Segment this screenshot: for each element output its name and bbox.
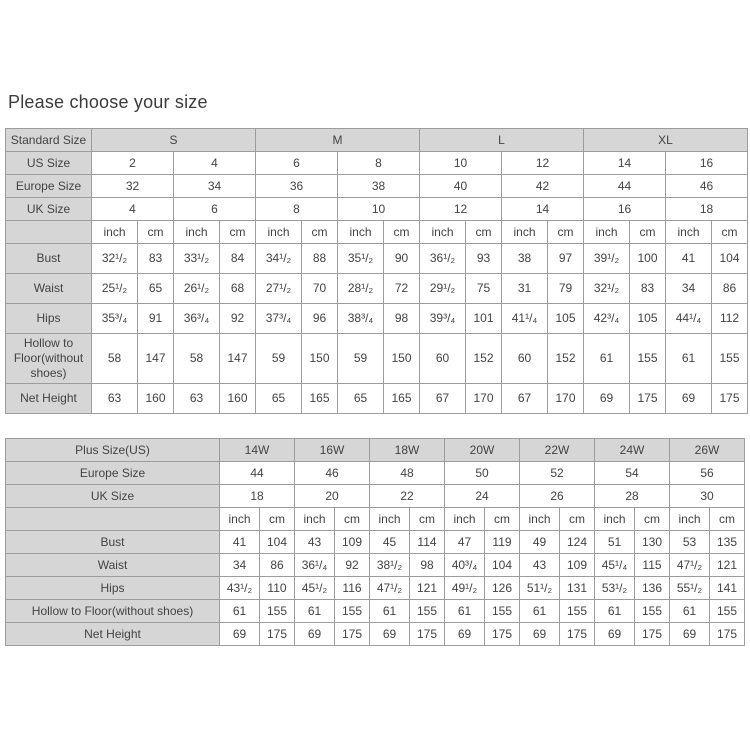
size-value-cell: 28 xyxy=(595,485,670,508)
measure-value-cell: 41 xyxy=(220,531,260,554)
measure-value-cell: 155 xyxy=(410,600,445,623)
measure-value-cell: 175 xyxy=(260,623,295,646)
measure-value-cell: 119 xyxy=(485,531,520,554)
size-value-cell: 26 xyxy=(520,485,595,508)
measure-value-cell: 61 xyxy=(220,600,260,623)
measure-value-cell: 165 xyxy=(302,384,338,414)
unit-header: inch xyxy=(92,221,138,244)
measure-value-cell: 47¹/₂ xyxy=(370,577,410,600)
measure-value-cell: 47¹/₂ xyxy=(670,554,710,577)
measure-value-cell: 45¹/₂ xyxy=(295,577,335,600)
measure-value-cell: 147 xyxy=(138,334,174,384)
unit-header: inch xyxy=(295,508,335,531)
unit-header: cm xyxy=(302,221,338,244)
measure-value-cell: 75 xyxy=(466,274,502,304)
size-value-cell: 14 xyxy=(502,198,584,221)
size-value-cell: 40 xyxy=(420,175,502,198)
size-value-cell: 50 xyxy=(445,462,520,485)
measure-value-cell: 61 xyxy=(295,600,335,623)
table-corner-label: Plus Size(US) xyxy=(6,439,220,462)
measure-value-cell: 69 xyxy=(370,623,410,646)
measure-row-label: Hollow to Floor(without shoes) xyxy=(6,600,220,623)
size-value-cell: 16 xyxy=(666,152,748,175)
measure-value-cell: 51¹/₂ xyxy=(520,577,560,600)
measure-value-cell: 98 xyxy=(384,304,420,334)
measure-value-cell: 97 xyxy=(548,244,584,274)
size-value-cell: 24 xyxy=(445,485,520,508)
measure-value-cell: 88 xyxy=(302,244,338,274)
unit-header: cm xyxy=(220,221,256,244)
measure-value-cell: 36¹/₂ xyxy=(420,244,466,274)
unit-header: inch xyxy=(595,508,635,531)
unit-header: inch xyxy=(220,508,260,531)
measure-value-cell: 28¹/₂ xyxy=(338,274,384,304)
unit-header: cm xyxy=(560,508,595,531)
measure-value-cell: 29¹/₂ xyxy=(420,274,466,304)
unit-header: cm xyxy=(410,508,445,531)
size-value-cell: 18 xyxy=(220,485,295,508)
measure-value-cell: 61 xyxy=(584,334,630,384)
measure-row-label: Bust xyxy=(6,244,92,274)
measure-value-cell: 155 xyxy=(485,600,520,623)
measure-value-cell: 38³/₄ xyxy=(338,304,384,334)
unit-header: inch xyxy=(670,508,710,531)
measure-value-cell: 69 xyxy=(670,623,710,646)
measure-value-cell: 105 xyxy=(630,304,666,334)
measure-value-cell: 58 xyxy=(174,334,220,384)
measure-value-cell: 65 xyxy=(256,384,302,414)
size-value-cell: 44 xyxy=(584,175,666,198)
measure-value-cell: 34¹/₂ xyxy=(256,244,302,274)
size-group-header: XL xyxy=(584,129,748,152)
measure-value-cell: 36¹/₄ xyxy=(295,554,335,577)
measure-value-cell: 38¹/₂ xyxy=(370,554,410,577)
size-value-cell: 44 xyxy=(220,462,295,485)
size-group-header: 14W xyxy=(220,439,295,462)
measure-value-cell: 175 xyxy=(560,623,595,646)
unit-header: inch xyxy=(445,508,485,531)
measure-value-cell: 116 xyxy=(335,577,370,600)
size-row-label: UK Size xyxy=(6,485,220,508)
measure-value-cell: 35¹/₂ xyxy=(338,244,384,274)
unit-header: cm xyxy=(384,221,420,244)
unit-header: inch xyxy=(666,221,712,244)
measure-value-cell: 61 xyxy=(445,600,485,623)
measure-value-cell: 91 xyxy=(138,304,174,334)
measure-row-label: Hips xyxy=(6,577,220,600)
measure-value-cell: 100 xyxy=(630,244,666,274)
measure-value-cell: 110 xyxy=(260,577,295,600)
measure-value-cell: 69 xyxy=(295,623,335,646)
measure-value-cell: 61 xyxy=(370,600,410,623)
measure-value-cell: 60 xyxy=(502,334,548,384)
unit-header: inch xyxy=(584,221,630,244)
measure-value-cell: 34 xyxy=(220,554,260,577)
unit-header: inch xyxy=(370,508,410,531)
measure-value-cell: 175 xyxy=(630,384,666,414)
measure-value-cell: 63 xyxy=(174,384,220,414)
size-group-header: 20W xyxy=(445,439,520,462)
measure-value-cell: 43¹/₂ xyxy=(220,577,260,600)
measure-value-cell: 25¹/₂ xyxy=(92,274,138,304)
measure-value-cell: 36³/₄ xyxy=(174,304,220,334)
unit-header: cm xyxy=(485,508,520,531)
measure-value-cell: 43 xyxy=(520,554,560,577)
measure-value-cell: 98 xyxy=(410,554,445,577)
size-value-cell: 52 xyxy=(520,462,595,485)
measure-value-cell: 32¹/₂ xyxy=(92,244,138,274)
size-group-header: 18W xyxy=(370,439,445,462)
measure-value-cell: 59 xyxy=(256,334,302,384)
size-group-header: 24W xyxy=(595,439,670,462)
measure-value-cell: 155 xyxy=(260,600,295,623)
measure-value-cell: 90 xyxy=(384,244,420,274)
size-value-cell: 4 xyxy=(92,198,174,221)
measure-value-cell: 32¹/₂ xyxy=(584,274,630,304)
measure-value-cell: 152 xyxy=(466,334,502,384)
measure-value-cell: 136 xyxy=(635,577,670,600)
measure-value-cell: 44¹/₄ xyxy=(666,304,712,334)
unit-header: cm xyxy=(712,221,748,244)
measure-value-cell: 41 xyxy=(666,244,712,274)
measure-value-cell: 41¹/₄ xyxy=(502,304,548,334)
measure-value-cell: 155 xyxy=(635,600,670,623)
measure-value-cell: 112 xyxy=(712,304,748,334)
measure-value-cell: 160 xyxy=(138,384,174,414)
size-value-cell: 34 xyxy=(174,175,256,198)
measure-value-cell: 35³/₄ xyxy=(92,304,138,334)
measure-value-cell: 92 xyxy=(220,304,256,334)
unit-row-corner xyxy=(6,221,92,244)
measure-value-cell: 51 xyxy=(595,531,635,554)
unit-header: inch xyxy=(338,221,384,244)
unit-header: cm xyxy=(335,508,370,531)
measure-value-cell: 69 xyxy=(220,623,260,646)
measure-value-cell: 37³/₄ xyxy=(256,304,302,334)
measure-value-cell: 104 xyxy=(485,554,520,577)
measure-value-cell: 121 xyxy=(710,554,745,577)
unit-header: inch xyxy=(520,508,560,531)
measure-value-cell: 175 xyxy=(410,623,445,646)
unit-header: inch xyxy=(502,221,548,244)
table-corner-label: Standard Size xyxy=(6,129,92,152)
size-value-cell: 8 xyxy=(256,198,338,221)
measure-value-cell: 147 xyxy=(220,334,256,384)
size-value-cell: 12 xyxy=(420,198,502,221)
measure-value-cell: 160 xyxy=(220,384,256,414)
page-title: Please choose your size xyxy=(8,92,208,112)
measure-value-cell: 105 xyxy=(548,304,584,334)
measure-value-cell: 104 xyxy=(260,531,295,554)
size-value-cell: 30 xyxy=(670,485,745,508)
measure-value-cell: 170 xyxy=(466,384,502,414)
size-value-cell: 42 xyxy=(502,175,584,198)
measure-value-cell: 152 xyxy=(548,334,584,384)
measure-value-cell: 67 xyxy=(502,384,548,414)
measure-value-cell: 114 xyxy=(410,531,445,554)
measure-value-cell: 45¹/₄ xyxy=(595,554,635,577)
unit-header: cm xyxy=(710,508,745,531)
measure-value-cell: 150 xyxy=(302,334,338,384)
measure-value-cell: 109 xyxy=(560,554,595,577)
size-value-cell: 36 xyxy=(256,175,338,198)
measure-value-cell: 31 xyxy=(502,274,548,304)
size-value-cell: 10 xyxy=(420,152,502,175)
measure-value-cell: 131 xyxy=(560,577,595,600)
size-value-cell: 2 xyxy=(92,152,174,175)
measure-value-cell: 72 xyxy=(384,274,420,304)
measure-value-cell: 175 xyxy=(335,623,370,646)
measure-value-cell: 124 xyxy=(560,531,595,554)
measure-value-cell: 34 xyxy=(666,274,712,304)
measure-value-cell: 61 xyxy=(520,600,560,623)
size-value-cell: 14 xyxy=(584,152,666,175)
size-value-cell: 16 xyxy=(584,198,666,221)
measure-value-cell: 26¹/₂ xyxy=(174,274,220,304)
measure-value-cell: 155 xyxy=(335,600,370,623)
measure-row-label: Bust xyxy=(6,531,220,554)
measure-value-cell: 60 xyxy=(420,334,466,384)
unit-header: cm xyxy=(260,508,295,531)
measure-value-cell: 65 xyxy=(338,384,384,414)
measure-value-cell: 69 xyxy=(445,623,485,646)
measure-value-cell: 83 xyxy=(630,274,666,304)
measure-value-cell: 65 xyxy=(138,274,174,304)
size-value-cell: 20 xyxy=(295,485,370,508)
measure-value-cell: 27¹/₂ xyxy=(256,274,302,304)
size-value-cell: 54 xyxy=(595,462,670,485)
measure-value-cell: 49¹/₂ xyxy=(445,577,485,600)
size-value-cell: 48 xyxy=(370,462,445,485)
measure-value-cell: 79 xyxy=(548,274,584,304)
measure-value-cell: 115 xyxy=(635,554,670,577)
measure-value-cell: 68 xyxy=(220,274,256,304)
measure-value-cell: 175 xyxy=(485,623,520,646)
measure-value-cell: 69 xyxy=(584,384,630,414)
size-value-cell: 46 xyxy=(666,175,748,198)
measure-value-cell: 96 xyxy=(302,304,338,334)
measure-value-cell: 42³/₄ xyxy=(584,304,630,334)
size-row-label: UK Size xyxy=(6,198,92,221)
measure-row-label: Hips xyxy=(6,304,92,334)
measure-value-cell: 101 xyxy=(466,304,502,334)
measure-value-cell: 49 xyxy=(520,531,560,554)
unit-row-corner xyxy=(6,508,220,531)
measure-value-cell: 55¹/₂ xyxy=(670,577,710,600)
measure-value-cell: 84 xyxy=(220,244,256,274)
size-group-header: 26W xyxy=(670,439,745,462)
measure-value-cell: 53 xyxy=(670,531,710,554)
standard-size-table xyxy=(5,128,748,414)
measure-value-cell: 175 xyxy=(712,384,748,414)
size-value-cell: 38 xyxy=(338,175,420,198)
size-value-cell: 8 xyxy=(338,152,420,175)
measure-value-cell: 155 xyxy=(710,600,745,623)
measure-value-cell: 61 xyxy=(666,334,712,384)
measure-row-label: Waist xyxy=(6,274,92,304)
size-group-header: 22W xyxy=(520,439,595,462)
measure-value-cell: 86 xyxy=(260,554,295,577)
size-value-cell: 4 xyxy=(174,152,256,175)
measure-value-cell: 39³/₄ xyxy=(420,304,466,334)
measure-value-cell: 86 xyxy=(712,274,748,304)
measure-row-label: Waist xyxy=(6,554,220,577)
plus-size-table xyxy=(5,438,745,646)
measure-value-cell: 126 xyxy=(485,577,520,600)
size-value-cell: 18 xyxy=(666,198,748,221)
measure-value-cell: 175 xyxy=(635,623,670,646)
measure-value-cell: 104 xyxy=(712,244,748,274)
measure-row-label: Hollow to Floor(without shoes) xyxy=(6,334,92,384)
measure-value-cell: 155 xyxy=(712,334,748,384)
measure-value-cell: 109 xyxy=(335,531,370,554)
measure-value-cell: 59 xyxy=(338,334,384,384)
measure-value-cell: 67 xyxy=(420,384,466,414)
measure-value-cell: 53¹/₂ xyxy=(595,577,635,600)
measure-value-cell: 155 xyxy=(560,600,595,623)
size-value-cell: 6 xyxy=(256,152,338,175)
size-group-header: S xyxy=(92,129,256,152)
unit-header: cm xyxy=(466,221,502,244)
measure-value-cell: 150 xyxy=(384,334,420,384)
unit-header: cm xyxy=(635,508,670,531)
measure-value-cell: 165 xyxy=(384,384,420,414)
measure-value-cell: 63 xyxy=(92,384,138,414)
measure-value-cell: 43 xyxy=(295,531,335,554)
measure-value-cell: 38 xyxy=(502,244,548,274)
size-row-label: Europe Size xyxy=(6,175,92,198)
unit-header: inch xyxy=(420,221,466,244)
size-value-cell: 6 xyxy=(174,198,256,221)
measure-row-label: Net Height xyxy=(6,384,92,414)
size-group-header: M xyxy=(256,129,420,152)
size-value-cell: 46 xyxy=(295,462,370,485)
measure-value-cell: 83 xyxy=(138,244,174,274)
measure-value-cell: 45 xyxy=(370,531,410,554)
unit-header: inch xyxy=(256,221,302,244)
size-value-cell: 56 xyxy=(670,462,745,485)
measure-value-cell: 58 xyxy=(92,334,138,384)
measure-value-cell: 175 xyxy=(710,623,745,646)
measure-value-cell: 69 xyxy=(666,384,712,414)
measure-value-cell: 155 xyxy=(630,334,666,384)
unit-header: cm xyxy=(138,221,174,244)
size-value-cell: 10 xyxy=(338,198,420,221)
measure-value-cell: 135 xyxy=(710,531,745,554)
measure-value-cell: 39¹/₂ xyxy=(584,244,630,274)
size-value-cell: 32 xyxy=(92,175,174,198)
measure-value-cell: 69 xyxy=(595,623,635,646)
measure-value-cell: 61 xyxy=(670,600,710,623)
size-group-header: L xyxy=(420,129,584,152)
measure-value-cell: 130 xyxy=(635,531,670,554)
size-row-label: US Size xyxy=(6,152,92,175)
measure-value-cell: 33¹/₂ xyxy=(174,244,220,274)
measure-value-cell: 121 xyxy=(410,577,445,600)
size-value-cell: 22 xyxy=(370,485,445,508)
measure-value-cell: 40³/₄ xyxy=(445,554,485,577)
size-group-header: 16W xyxy=(295,439,370,462)
measure-value-cell: 141 xyxy=(710,577,745,600)
measure-value-cell: 69 xyxy=(520,623,560,646)
size-value-cell: 12 xyxy=(502,152,584,175)
measure-value-cell: 170 xyxy=(548,384,584,414)
size-row-label: Europe Size xyxy=(6,462,220,485)
unit-header: inch xyxy=(174,221,220,244)
unit-header: cm xyxy=(548,221,584,244)
measure-value-cell: 93 xyxy=(466,244,502,274)
unit-header: cm xyxy=(630,221,666,244)
measure-value-cell: 92 xyxy=(335,554,370,577)
measure-value-cell: 70 xyxy=(302,274,338,304)
measure-row-label: Net Height xyxy=(6,623,220,646)
measure-value-cell: 47 xyxy=(445,531,485,554)
measure-value-cell: 61 xyxy=(595,600,635,623)
